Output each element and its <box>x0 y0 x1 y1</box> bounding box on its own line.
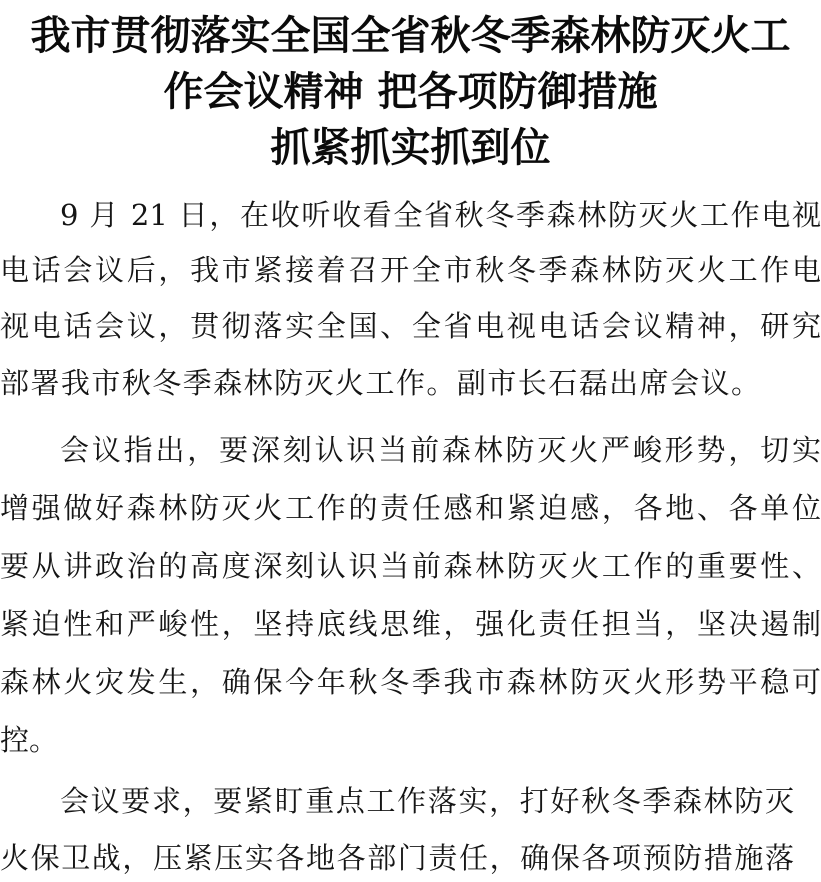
headline-line-3: 抓紧抓实抓到位 <box>270 124 551 171</box>
paragraph-2-line-4: 紧迫性和严峻性，坚持底线思维，强化责任担当，坚决遏制 <box>0 607 821 641</box>
paragraph-3-line-1: 会议要求，要紧盯重点工作落实，打好秋冬季森林防灭 <box>60 784 794 818</box>
paragraph-1-line-2: 电话会议后，我市紧接着召开全市秋冬季森林防灭火工作电 <box>0 253 821 287</box>
headline-line-1: 我市贯彻落实全国全省秋冬季森林防灭火工 <box>30 12 791 59</box>
paragraph-2-line-6: 控。 <box>0 723 59 757</box>
paragraph-2-line-3: 要从讲政治的高度深刻认识当前森林防灭火工作的重要性、 <box>0 549 821 583</box>
paragraph-2-line-5: 森林火灾发生，确保今年秋冬季我市森林防灭火形势平稳可 <box>0 665 821 699</box>
headline-line-2: 作会议精神 把各项防御措施 <box>163 68 658 115</box>
paragraph-1-line-4: 部署我市秋冬季森林防灭火工作。副市长石磊出席会议。 <box>0 366 760 400</box>
paragraph-1-line-1: 9 月 21 日，在收听收看全省秋冬季森林防灭火工作电视 <box>60 198 821 232</box>
paragraph-3-line-2: 火保卫战，压紧压实各地各部门责任，确保各项预防措施落 <box>0 841 794 875</box>
paragraph-2-line-2: 增强做好森林防灭火工作的责任感和紧迫感，各地、各单位 <box>0 491 821 525</box>
paragraph-1-line-3: 视电话会议，贯彻落实全国、全省电视电话会议精神，研究 <box>0 309 821 343</box>
paragraph-2-line-1: 会议指出，要深刻认识当前森林防灭火严峻形势，切实 <box>60 433 821 467</box>
